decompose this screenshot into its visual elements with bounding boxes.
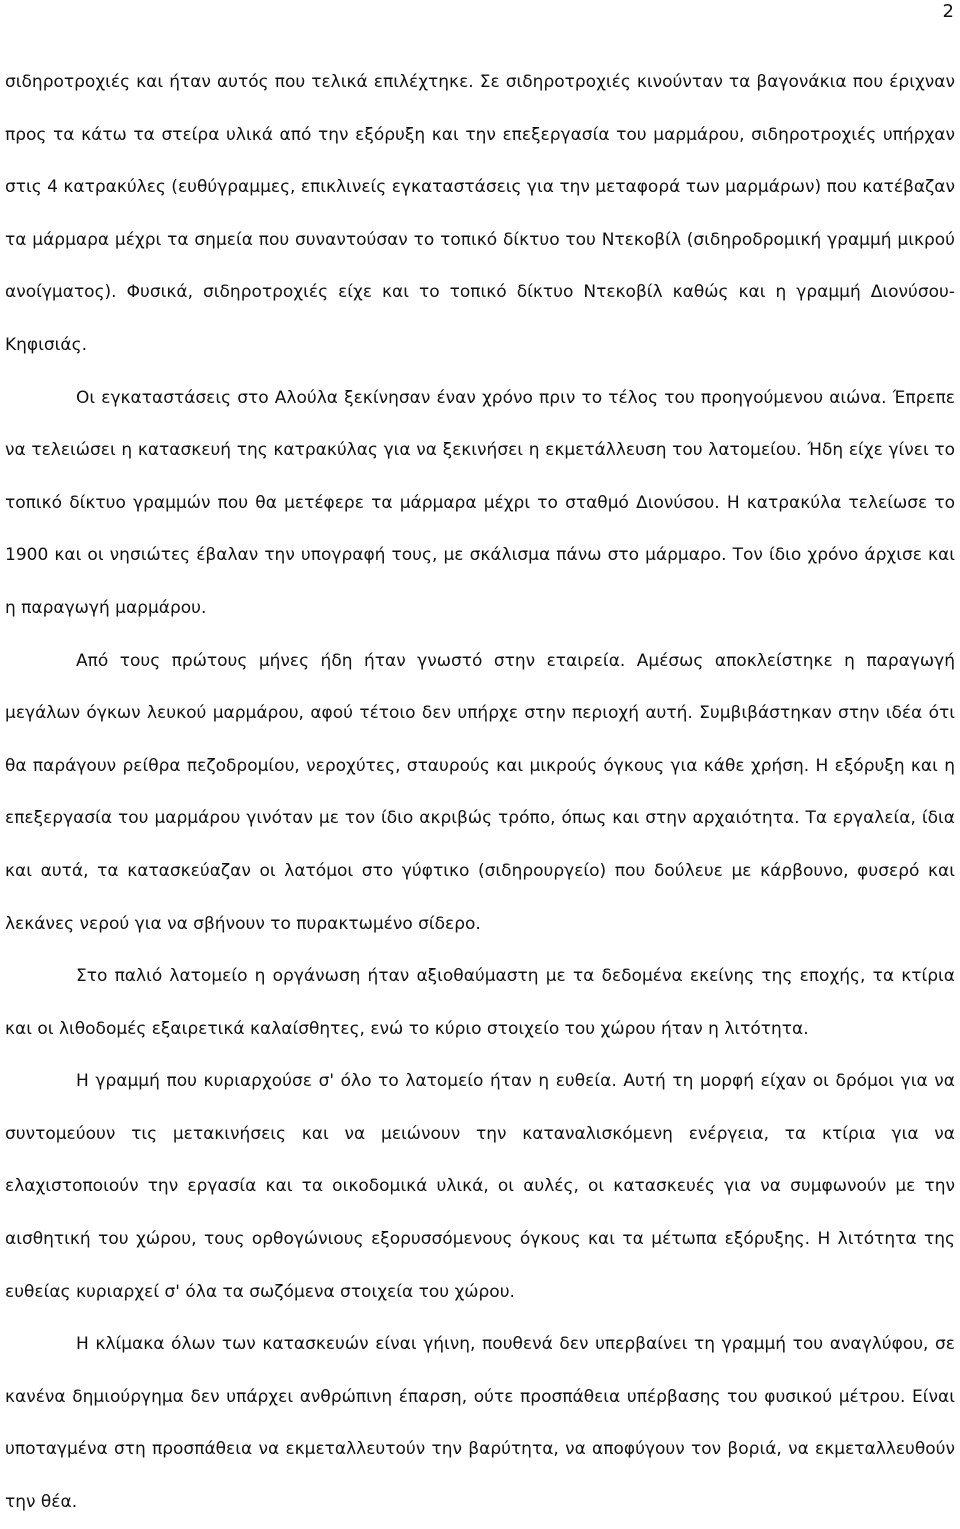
paragraph-railways: σιδηροτροχιές και ήταν αυτός που τελικά επιλέχτηκε. Σε σιδηροτροχιές κινούνταν τα βαγονάκια που έριχναν προς τα κάτω τα στείρα υλικά από την εξόρυξη και την επεξεργασία του μαρμάρου, σιδηροτροχιές υπήρχαν στις 4 κατρακύλες (ευθύγραμμες, επικλινείς εγκαταστάσεις για την μεταφορά των μαρμάρων) που κατέβαζαν τα μάρμαρα μέχρι τα σημεία που συναντούσαν το τοπικό δίκτυο του Ντεκοβίλ (σιδηροδρομική γραμμή μικρού ανοίγματος). Φυσικά, σιδηροτροχιές είχε και το τοπικό δίκτυο Ντεκοβίλ καθώς και η γραμμή Διονύσου-Κηφισιάς. (5, 72, 956, 355)
paragraph-straight-line: Η γραμμή που κυριαρχούσε σ' όλο το λατομείο ήταν η ευθεία. Αυτή τη μορφή είχαν οι δρόμοι για να συντομεύουν τις μετακινήσεις και να μειώνουν την καταναλισκόμενη ενέργεια, τα κτίρια για να ελαχιστοποιούν την εργασία και τα οικοδομικά υλικά, οι αυλές, οι κατασκευές για να συμφωνούν με την αισθητική του χώρου, τους ορθογώνιους εξορυσσόμενους όγκους και τα μέτωπα εξόρυξης. Η λιτότητα της ευθείας κυριαρχεί σ' όλα τα σωζόμενα στοιχεία του χώρου. (5, 1071, 955, 1302)
page-number: 2 (942, 1, 954, 22)
paragraph-scale: Η κλίμακα όλων των κατασκευών είναι γήινη, πουθενά δεν υπερβαίνει τη γραμμή του αναγλύφου, σε κανένα δημιούργημα δεν υπάρχει ανθρώπινη έπαρση, ούτε προσπάθεια υπέρβασης του φυσικού μέτρου. Είναι υποταγμένα στη προσπάθεια να εκμεταλλευτούν την βαρύτητα, να αποφύγουν τον βοριά, να εκμεταλλευθούν την θέα. (5, 1334, 955, 1513)
document-body (5, 56, 955, 1529)
paragraph-production: Από τους πρώτους μήνες ήδη ήταν γνωστό στην εταιρεία. Αμέσως αποκλείστηκε η παραγωγή μεγάλων όγκων λευκού μαρμάρου, αφού τέτοιο δεν υπήρχε στην περιοχή αυτή. Συμβιβάστηκαν στην ιδέα ότι θα παράγουν ρείθρα πεζοδρομίου, νεροχύτες, σταυρούς και μικρούς όγκους για κάθε χρήση. Η εξόρυξη και η επεξεργασία του μαρμάρου γινόταν με τον ίδιο ακριβώς τρόπο, όπως και στην αρχαιότητα. Τα εργαλεία, ίδια και αυτά, τα κατασκεύαζαν οι λατόμοι στο γύφτικο (σιδηρουργείο) που δούλευε με κάρβουνο, φυσερό και λεκάνες νερού για να σβήνουν το πυρακτωμένο σίδερο. (5, 650, 955, 934)
paragraph-organization: Στο παλιό λατομείο η οργάνωση ήταν αξιοθαύμαστη με τα δεδομένα εκείνης της εποχής, τα κτίρια και οι λιθοδομές εξαιρετικά καλαίσθητες, ενώ το κύριο στοιχείο του χώρου ήταν η λιτότητα. (5, 966, 955, 1039)
paragraph-installations: Οι εγκαταστάσεις στο Αλούλα ξεκίνησαν έναν χρόνο πριν το τέλος του προηγούμενου αιώνα. Έπρεπε να τελειώσει η κατασκευή της κατρακύλας για να ξεκινήσει η εκμετάλλευση του λατομείου. Ήδη είχε γίνει το τοπικό δίκτυο γραμμών που θα μετέφερε τα μάρμαρα μέχρι το σταθμό Διονύσου. Η κατρακύλα τελείωσε το 1900 και οι νησιώτες έβαλαν την υπογραφή τους, με σκάλισμα πάνω στο μάρμαρο. Τον ίδιο χρόνο άρχισε και η παραγωγή μαρμάρου. (5, 387, 955, 618)
